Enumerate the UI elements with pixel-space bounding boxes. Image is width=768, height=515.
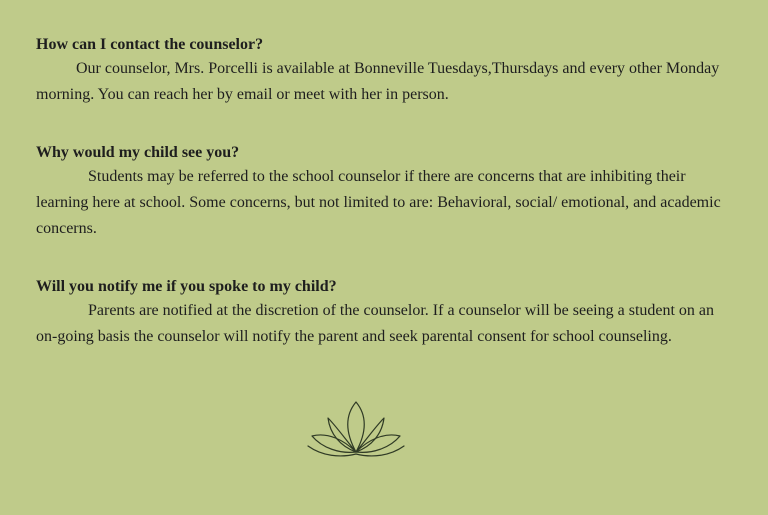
faq-content	[36, 34, 736, 350]
faq-section-referral	[36, 142, 736, 242]
lotus-icon	[306, 396, 406, 460]
faq-section-notification	[36, 276, 736, 350]
faq-section-contact	[36, 34, 736, 108]
faq-question: Will you notify me if you spoke to my child?	[36, 278, 337, 295]
faq-question: How can I contact the counselor?	[36, 36, 264, 53]
faq-answer: Our counselor, Mrs. Porcelli is available at Bonneville Tuesdays,Thursdays and every other Monday morning. You can reach her by email or meet with her in person.	[36, 60, 720, 103]
faq-answer: Parents are notified at the discretion of the counselor. If a counselor will be seeing a student on an on-going basis the counselor will notify the parent and seek parental consent for school counseling.	[36, 302, 715, 345]
faq-question: Why would my child see you?	[36, 144, 240, 161]
faq-answer: Students may be referred to the school counselor if there are concerns that are inhibiting their learning here at school. Some concerns, but not limited to are: Behavioral, social/ emotional, and academic concerns.	[36, 168, 721, 237]
